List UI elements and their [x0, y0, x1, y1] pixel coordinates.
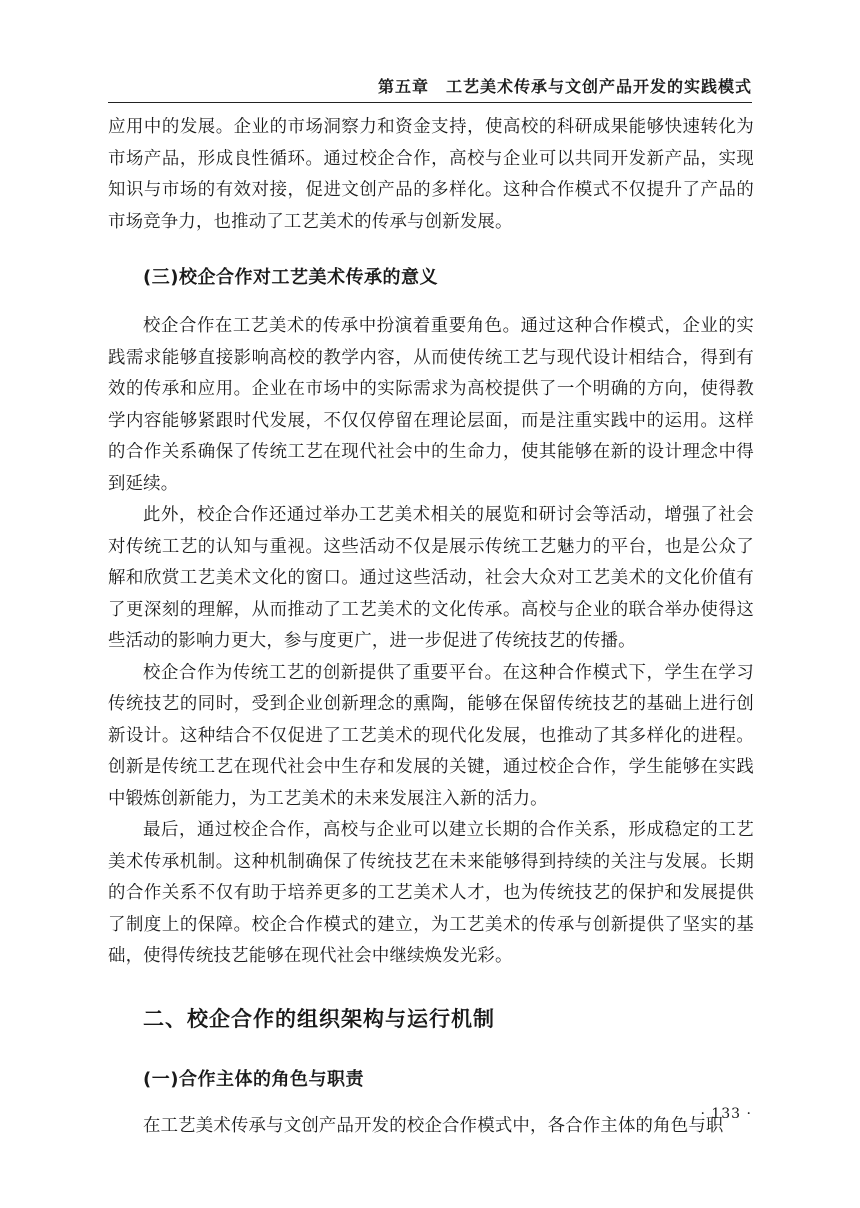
subsection-heading: (一)合作主体的角色与职责: [143, 1068, 364, 1090]
section-heading-3: (三)校企合作对工艺美术传承的意义: [143, 267, 438, 288]
running-header: [108, 74, 752, 104]
chapter-section-heading: 二、校企合作的组织架构与运行机制: [143, 1006, 495, 1031]
paragraph: 在工艺美术传承与文创产品开发的校企合作模式中，各合作主体的角色与职: [143, 1115, 724, 1136]
page-number: · 133 ·: [700, 1106, 752, 1122]
page-body: [108, 112, 754, 1142]
paragraph: 校企合作在工艺美术的传承中扮演着重要角色。通过这种合作模式，企业的实践需求能够直接影响高校的教学内容，从而使传统工艺与现代设计相结合，得到有效的传承和应用。企业在市场中的实际需求为高校提供了一个明确的方向，使得教学内容能够紧跟时代发展，不仅仅停留在理论层面，而是注重实践中的运用。这样的合作关系确保了传统工艺在现代社会中的生命力，使其能够在新的设计理念中得到延续。: [108, 316, 754, 494]
paragraph: 最后，通过校企合作，高校与企业可以建立长期的合作关系，形成稳定的工艺美术传承机制。这种机制确保了传统技艺在未来能够得到持续的关注与发展。长期的合作关系不仅有助于培养更多的工艺美术人才，也为传统技艺的保护和发展提供了制度上的保障。校企合作模式的建立，为工艺美术的传承与创新提供了坚实的基础，使得传统技艺能够在现代社会中继续焕发光彩。: [108, 820, 754, 966]
paragraph: 此外，校企合作还通过举办工艺美术相关的展览和研讨会等活动，增强了社会对传统工艺的认知与重视。这些活动不仅是展示传统工艺魅力的平台，也是公众了解和欣赏工艺美术文化的窗口。通过这些活动，社会大众对工艺美术的文化价值有了更深刻的理解，从而推动了工艺美术的文化传承。高校与企业的联合举办使得这些活动的影响力更大，参与度更广，进一步促进了传统技艺的传播。: [108, 505, 754, 651]
header-divider: [108, 102, 752, 103]
chapter-running-title: 第五章 工艺美术传承与文创产品开发的实践模式: [377, 77, 752, 96]
paragraph-continued: 应用中的发展。企业的市场洞察力和资金支持，使高校的科研成果能够快速转化为市场产品，形成良性循环。通过校企合作，高校与企业可以共同开发新产品，实现知识与市场的有效对接，促进文创产品的多样化。这种合作模式不仅提升了产品的市场竞争力，也推动了工艺美术的传承与创新发展。: [108, 117, 754, 232]
paragraph: 校企合作为传统工艺的创新提供了重要平台。在这种合作模式下，学生在学习传统技艺的同时，受到企业创新理念的熏陶，能够在保留传统技艺的基础上进行创新设计。这种结合不仅促进了工艺美术的现代化发展，也推动了其多样化的进程。创新是传统工艺在现代社会中生存和发展的关键，通过校企合作，学生能够在实践中锻炼创新能力，为工艺美术的未来发展注入新的活力。: [108, 662, 754, 809]
